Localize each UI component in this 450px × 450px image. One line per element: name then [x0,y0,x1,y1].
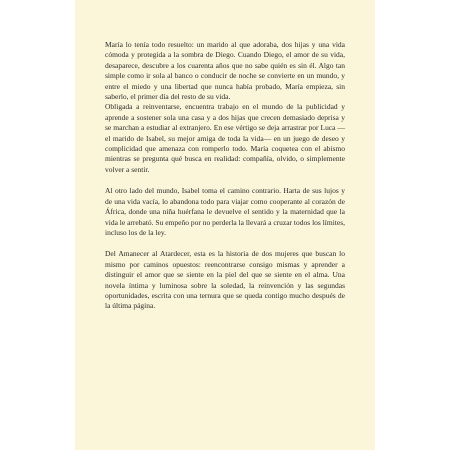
paragraph-2: Obligada a reinventarse, encuentra trabajo en el mundo de la publicidad y aprende a sostener sola una casa y a dos hijas que crecen demasiado deprisa y se marchan a estudiar al extranjero. En ese vértigo se deja arrastrar por Luca —el marido de Isabel, su mejor amiga de toda la vida— en un juego de deseo y complicidad que amenaza con romperlo todo. María coquetea con el abismo mientras se pregunta qué busca en realidad: compañía, olvido, o simplemente volver a sentir. [105,102,345,174]
paragraph-1: María lo tenía todo resuelto: un marido al que adoraba, dos hijas y una vida cómoda y protegida a la sombra de Diego. Cuando Diego, el amor de su vida, desaparece, descubre a los cuarenta años que no sabe quién es sin él. Algo tan simple como ir sola al banco o conducir de noche se convierte en un mundo, y entre el miedo y una libertad que nunca había probado, María empieza, sin saberlo, el primer día del resto de su vida. [105,40,345,102]
paragraph-3: Al otro lado del mundo, Isabel toma el camino contrario. Harta de sus lujos y de una vida vacía, lo abandona todo para viajar como cooperante al corazón de África, donde una niña huérfana le devuelve el sentido y la maternidad que la vida le arrebató. Su empeño por no perderla la llevará a cruzar todos los límites, incluso los de la ley. [105,186,345,237]
book-back-cover [75,0,375,450]
paragraph-gap [105,238,345,249]
paragraph-gap [105,175,345,186]
paragraph-4: Del Amanecer al Atardecer, esta es la historia de dos mujeres que buscan lo mismo por caminos opuestos: reencontrarse consigo mismas y aprender a distinguir el amor que se siente en la piel del que se siente en el alma. Una novela íntima y luminosa sobre la soledad, la reinvención y las segundas oportunidades, escrita con una ternura que se queda contigo mucho después de la última página. [105,249,345,311]
synopsis-text [105,40,345,312]
